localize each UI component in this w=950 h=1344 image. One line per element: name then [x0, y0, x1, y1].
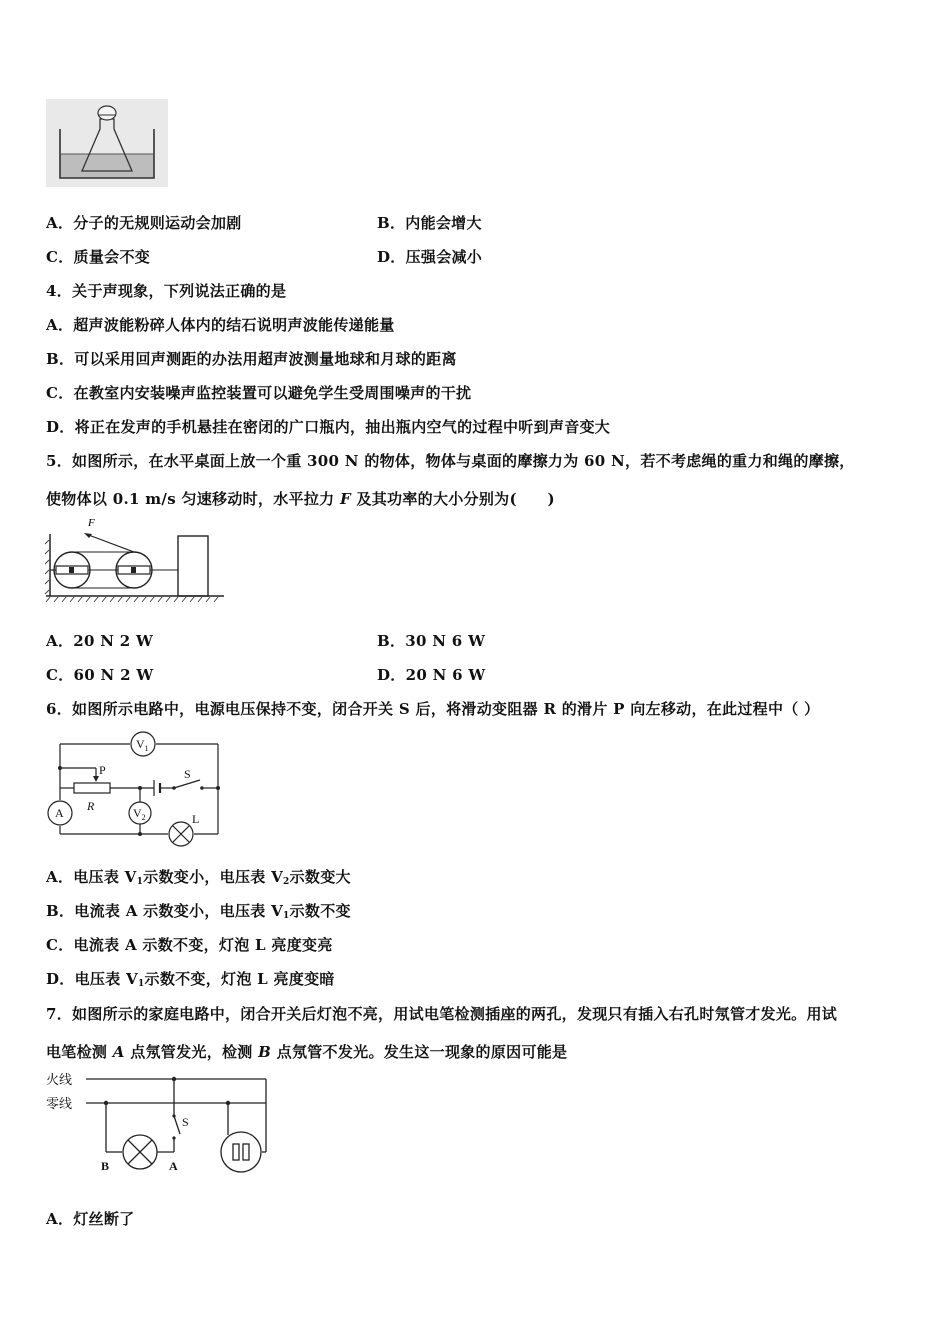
q7-stem-line1: 7．如图所示的家庭电路中，闭合开关后灯泡不亮，用试电笔检测插座的两孔，发现只有插入右孔时氖管才发光。用试	[46, 1005, 838, 1023]
q3-option-d[interactable]: D．压强会减小	[377, 248, 483, 266]
q6-s-label: S	[184, 767, 191, 781]
q5-option-d[interactable]: D．20 N 6 W	[377, 666, 486, 684]
q7-switch-s-label: S	[182, 1115, 189, 1129]
q6-option-d[interactable]	[46, 968, 335, 989]
q3-option-c[interactable]: C．质量会不变	[46, 248, 151, 266]
q7-option-a[interactable]: A．灯丝断了	[46, 1210, 135, 1228]
q4-option-b[interactable]: B．可以采用回声测距的办法用超声波测量地球和月球的距离	[46, 350, 457, 368]
q4-option-a[interactable]: A．超声波能粉碎人体内的结石说明声波能传递能量	[46, 316, 395, 334]
q5-pulley-figure	[44, 512, 226, 604]
q7-stem-point-a: A	[112, 1043, 125, 1061]
q4-stem: 4．关于声现象，下列说法正确的是	[46, 282, 287, 300]
q6-option-b[interactable]	[46, 900, 351, 921]
q7-stem-part-a: 电笔检测	[46, 1043, 113, 1061]
q6-option-a-part3: 示数变大	[289, 868, 351, 886]
q7-household-circuit-figure	[44, 1068, 274, 1176]
q6-option-a-part2: 示数变小，电压表 V	[143, 868, 284, 886]
q7-stem-part-c: 点氖管不发光。发生这一现象的原因可能是	[271, 1043, 568, 1061]
q3-option-a[interactable]: A．分子的无规则运动会加剧	[46, 214, 242, 232]
q7-stem-line2	[46, 1041, 567, 1062]
q5-stem-line1: 5．如图所示，在水平桌面上放一个重 300 N 的物体，物体与桌面的摩擦力为 60 N，若不考虑绳的重力和绳的摩擦，	[46, 452, 855, 470]
q7-neutral-wire-label: 零线	[46, 1097, 73, 1112]
q7-point-a-label: A	[169, 1159, 178, 1173]
q6-v1-label: $V_1$	[136, 737, 149, 753]
q6-option-c[interactable]: C．电流表 A 示数不变，灯泡 L 亮度变亮	[46, 936, 333, 954]
q5-stem-part-b: 及其功率的大小分别为( )	[350, 490, 555, 508]
q7-stem-point-b: B	[258, 1043, 272, 1061]
q6-option-b-part2: 示数不变	[289, 902, 351, 920]
q5-option-c[interactable]: C．60 N 2 W	[46, 666, 154, 684]
q6-option-b-sub1: 1	[283, 911, 290, 921]
q3-option-b[interactable]: B．内能会增大	[377, 214, 482, 232]
q6-option-d-part1: D．电压表 V	[46, 970, 138, 988]
q6-l-label: L	[192, 812, 200, 826]
q6-option-a[interactable]	[46, 866, 351, 887]
q3-flask-figure	[46, 99, 168, 187]
q5-stem-part-a: 使物体以 0.1 m/s 匀速移动时，水平拉力	[46, 490, 340, 508]
q6-option-d-part2: 示数不变，灯泡 L 亮度变暗	[144, 970, 335, 988]
q6-p-label: P	[99, 763, 106, 777]
q7-stem-part-b: 点氖管发光，检测	[124, 1043, 259, 1061]
q6-r-label: R	[87, 799, 95, 813]
q6-v2-label: $V_2$	[133, 806, 146, 822]
q5-stem-line2	[46, 488, 555, 509]
q4-option-c[interactable]: C．在教室内安装噪声监控装置可以避免学生受周围噪声的干扰	[46, 384, 472, 402]
q5-figure-f-label: F	[88, 517, 95, 529]
q7-point-b-label: B	[101, 1159, 110, 1173]
q6-a-label: A	[55, 806, 64, 820]
q4-option-d[interactable]: D．将正在发声的手机悬挂在密闭的广口瓶内，抽出瓶内空气的过程中听到声音变大	[46, 418, 611, 436]
q5-option-a[interactable]: A．20 N 2 W	[46, 632, 154, 650]
q6-option-d-sub1: 1	[137, 979, 145, 989]
q5-stem-var-f: F	[339, 490, 351, 508]
q6-option-a-sub1: 1	[136, 877, 144, 887]
q6-option-b-part1: B．电流表 A 示数变小，电压表 V	[46, 902, 284, 920]
q6-option-a-sub2: 2	[283, 877, 290, 887]
q6-stem: 6．如图所示电路中，电源电压保持不变，闭合开关 S 后，将滑动变阻器 R 的滑片 P 向左移动，在此过程中（ ）	[46, 700, 820, 718]
q7-live-wire-label: 火线	[46, 1073, 73, 1088]
q5-option-b[interactable]: B．30 N 6 W	[377, 632, 486, 650]
q6-circuit-figure	[44, 730, 226, 854]
q6-option-a-part1: A．电压表 V	[46, 868, 137, 886]
